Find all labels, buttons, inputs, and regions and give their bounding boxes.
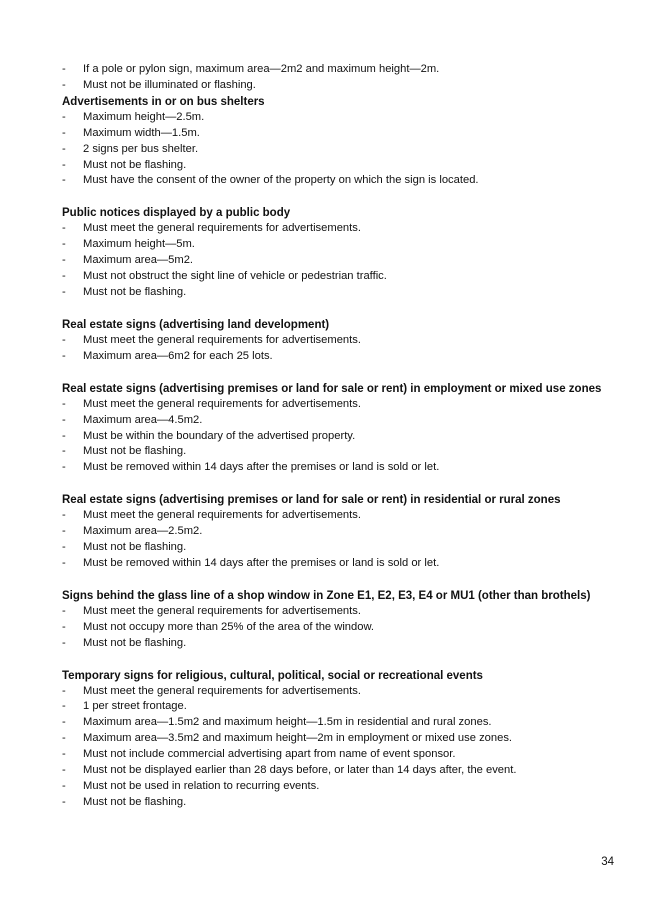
list-item: - Must meet the general requirements for advertisements. [62, 221, 618, 237]
section-list [62, 604, 618, 652]
section-temporary-event-signs [62, 668, 618, 811]
list-item: - Maximum height—2.5m. [62, 110, 618, 126]
list-item: - Must not include commercial advertising apart from name of event sponsor. [62, 747, 618, 763]
section-heading: Real estate signs (advertising premises or land for sale or rent) in residential or rural zones [62, 494, 561, 507]
list-item: - Must not be illuminated or flashing. [62, 78, 618, 94]
section-heading: Signs behind the glass line of a shop window in Zone E1, E2, E3, E4 or MU1 (other than brothels) [62, 589, 591, 602]
section-shop-window-signs [62, 588, 618, 652]
section-heading: Real estate signs (advertising premises or land for sale or rent) in employment or mixed use zones [62, 382, 602, 395]
section-heading: Real estate signs (advertising land development) [62, 318, 330, 331]
section-heading: Advertisements in or on bus shelters [62, 95, 265, 108]
list-item: - Maximum area—2.5m2. [62, 524, 618, 540]
section-list [62, 333, 618, 365]
list-item: - Must not be flashing. [62, 540, 618, 556]
section-bus-shelters [62, 94, 618, 190]
list-item: - Must meet the general requirements for advertisements. [62, 604, 618, 620]
list-item: - 1 per street frontage. [62, 699, 618, 715]
list-item: - Maximum width—1.5m. [62, 126, 618, 142]
list-item: - Must not be flashing. [62, 158, 618, 174]
intro-list [62, 62, 618, 94]
list-item: - Must not be flashing. [62, 285, 618, 301]
list-item: - Must be removed within 14 days after the premises or land is sold or let. [62, 556, 618, 572]
list-item: - Must meet the general requirements for advertisements. [62, 397, 618, 413]
list-item: - Must meet the general requirements for advertisements. [62, 684, 618, 700]
list-item: - Must have the consent of the owner of the property on which the sign is located. [62, 173, 618, 189]
section-heading: Public notices displayed by a public body [62, 207, 291, 220]
section-list [62, 221, 618, 301]
section-list [62, 397, 618, 477]
list-item: - Maximum area—6m2 for each 25 lots. [62, 349, 618, 365]
document-page [62, 62, 618, 827]
list-item: - Maximum height—5m. [62, 237, 618, 253]
list-item: - 2 signs per bus shelter. [62, 142, 618, 158]
list-item: - Must meet the general requirements for advertisements. [62, 333, 618, 349]
section-list [62, 110, 618, 190]
page-number: 34 [601, 856, 614, 868]
list-item: - Must not occupy more than 25% of the area of the window. [62, 620, 618, 636]
list-item: - If a pole or pylon sign, maximum area—2m2 and maximum height—2m. [62, 62, 618, 78]
list-item: - Maximum area—5m2. [62, 253, 618, 269]
list-item: - Must not be used in relation to recurring events. [62, 779, 618, 795]
list-item: - Maximum area—1.5m2 and maximum height—1.5m in residential and rural zones. [62, 715, 618, 731]
list-item: - Must meet the general requirements for advertisements. [62, 508, 618, 524]
list-item: - Must be within the boundary of the advertised property. [62, 429, 618, 445]
list-item: - Must not be flashing. [62, 636, 618, 652]
list-item: - Maximum area—3.5m2 and maximum height—2m in employment or mixed use zones. [62, 731, 618, 747]
list-item: - Maximum area—4.5m2. [62, 413, 618, 429]
section-real-estate-employment-zones [62, 381, 618, 477]
list-item: - Must not be flashing. [62, 444, 618, 460]
list-item: - Must not be flashing. [62, 795, 618, 811]
section-list [62, 684, 618, 811]
section-list [62, 508, 618, 572]
section-public-notices [62, 205, 618, 301]
list-item: - Must be removed within 14 days after the premises or land is sold or let. [62, 460, 618, 476]
section-heading: Temporary signs for religious, cultural, political, social or recreational events [62, 669, 483, 682]
section-real-estate-land-development [62, 317, 618, 365]
section-real-estate-residential-zones [62, 492, 618, 572]
list-item: - Must not be displayed earlier than 28 days before, or later than 14 days after, the event. [62, 763, 618, 779]
list-item: - Must not obstruct the sight line of vehicle or pedestrian traffic. [62, 269, 618, 285]
